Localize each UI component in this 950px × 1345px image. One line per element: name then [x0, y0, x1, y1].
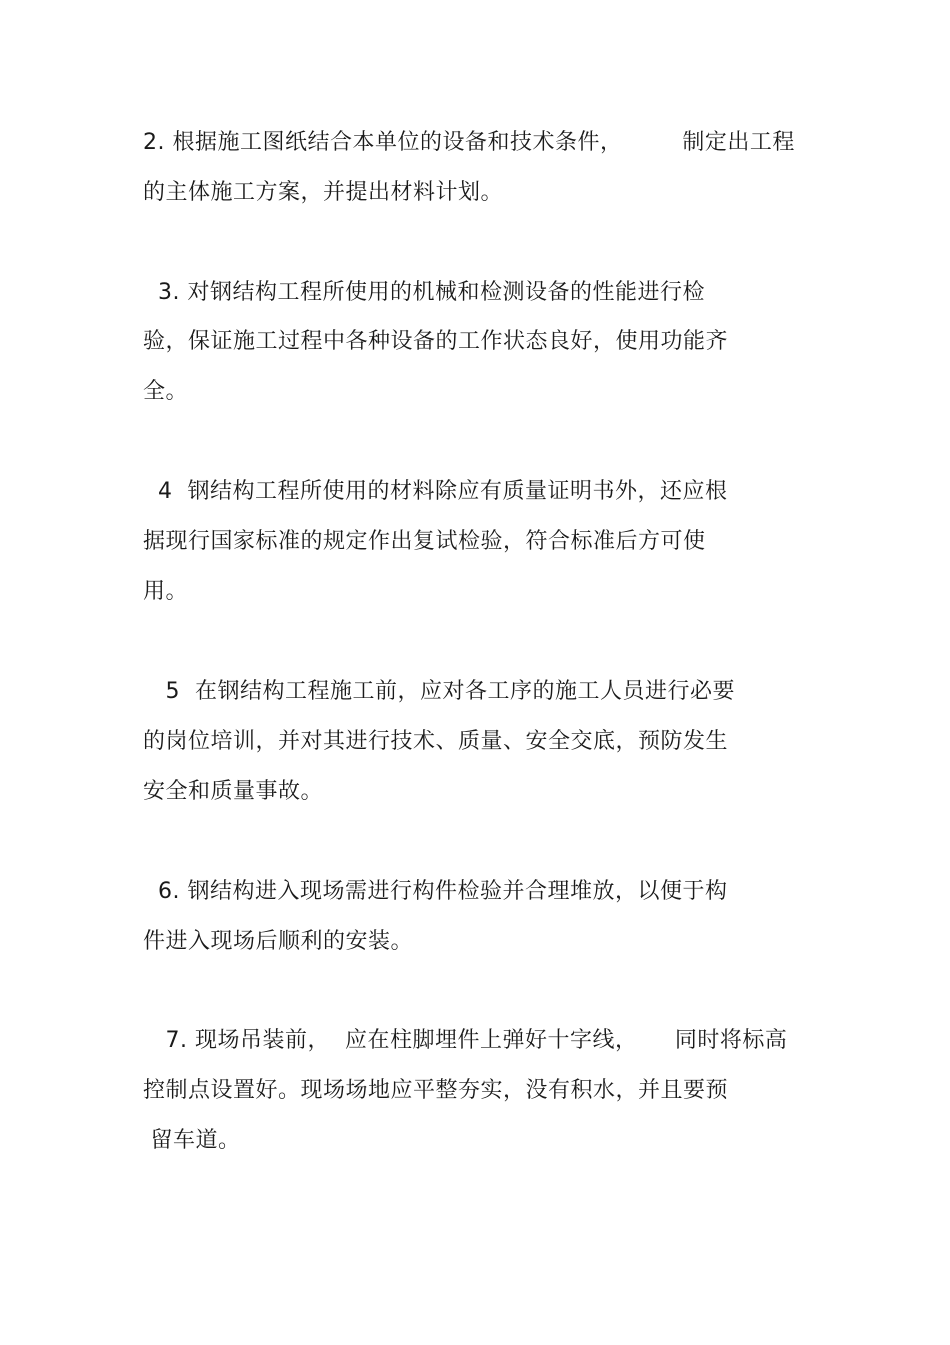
paragraph-5-line-1: 6. 钢结构进入现场需进行构件检验并合理堆放，以便于构: [143, 879, 728, 904]
paragraph-2-line-2: 验，保证施工过程中各种设备的工作状态良好，使用功能齐: [143, 329, 729, 354]
paragraph-6-line-2: 控制点设置好。现场场地应平整夯实，没有积水，并且要预: [143, 1078, 729, 1103]
paragraph-1-line-1: 2. 根据施工图纸结合本单位的设备和技术条件， 制定出工程: [143, 130, 795, 155]
paragraph-5-line-2: 件进入现场后顺利的安装。: [143, 929, 414, 954]
paragraph-3-line-2: 据现行国家标准的规定作出复试检验，符合标准后方可使: [143, 529, 706, 554]
paragraph-4-line-3: 安全和质量事故。: [143, 779, 324, 804]
paragraph-6-line-3: 留车道。: [143, 1128, 241, 1153]
paragraph-3-line-3: 用。: [143, 579, 189, 604]
paragraph-2-line-3: 全。: [143, 379, 189, 404]
paragraph-4-line-2: 的岗位培训，并对其进行技术、质量、安全交底，预防发生: [143, 729, 729, 754]
paragraph-6-line-1: 7. 现场吊装前， 应在柱脚埋件上弹好十字线， 同时将标高: [143, 1028, 788, 1053]
paragraph-3-line-1: 4 钢结构工程所使用的材料除应有质量证明书外，还应根: [143, 479, 728, 504]
paragraph-4-line-1: 5 在钢结构工程施工前，应对各工序的施工人员进行必要: [143, 679, 735, 704]
paragraph-2-line-1: 3. 对钢结构工程所使用的机械和检测设备的性能进行检: [143, 280, 705, 305]
paragraph-1-line-2: 的主体施工方案，并提出材料计划。: [143, 180, 504, 205]
